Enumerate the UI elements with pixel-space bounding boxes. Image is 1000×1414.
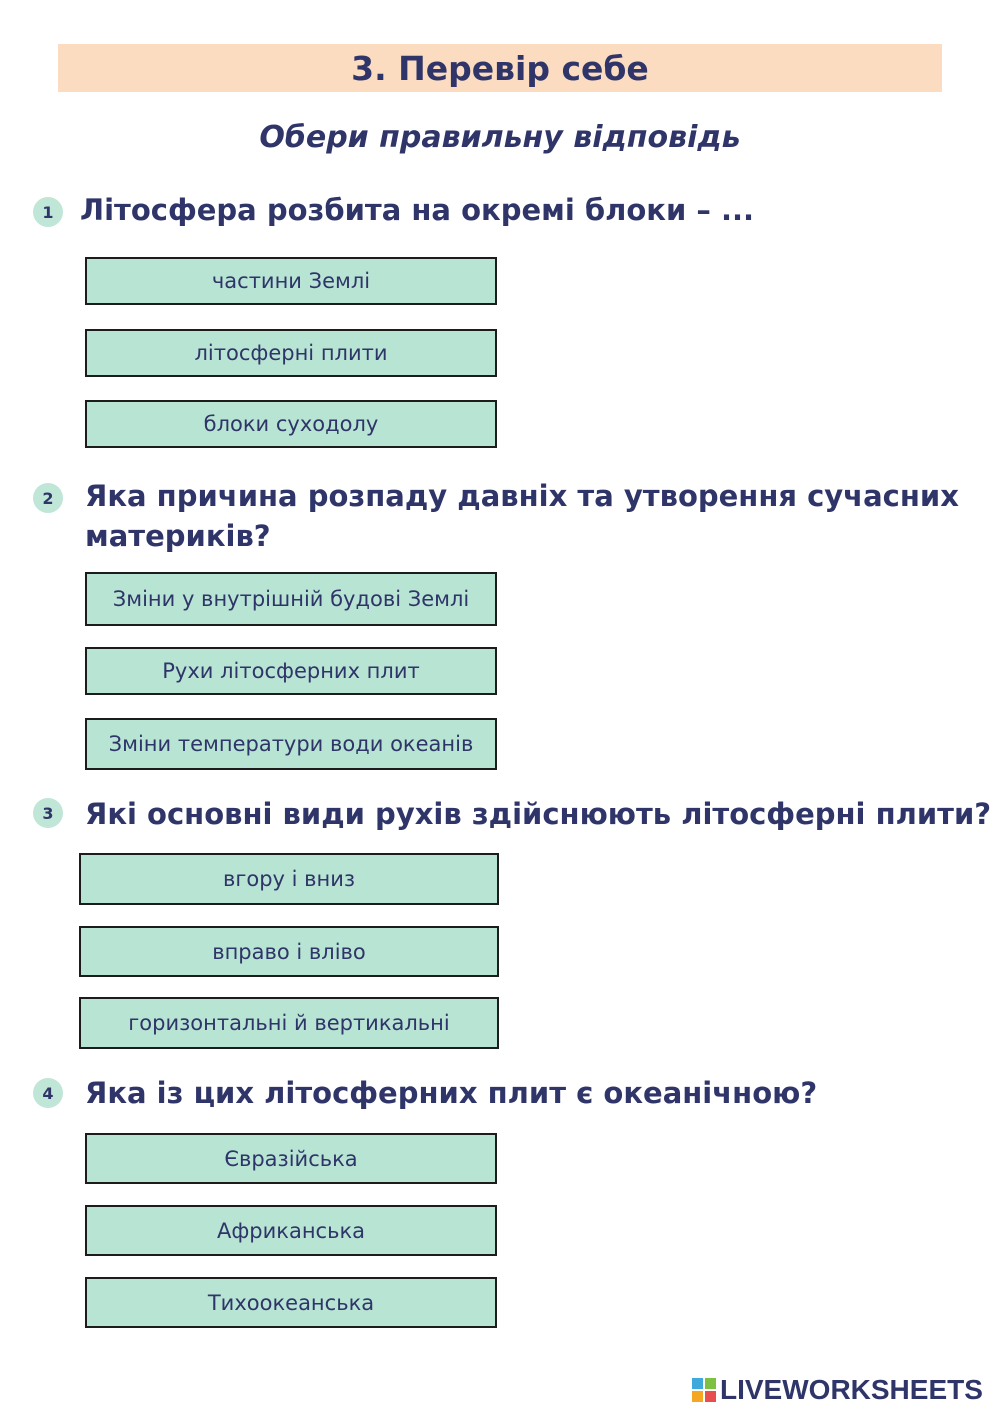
logo-text: LIVEWORKSHEETS [720, 1374, 983, 1405]
title-bar [58, 44, 942, 92]
page-subtitle: Обери правильну відповідь [259, 120, 741, 155]
answer-option[interactable]: вгору і вниз [79, 853, 499, 905]
answer-option[interactable]: частини Землі [85, 257, 497, 305]
answer-option[interactable]: Зміни температури води океанів [85, 718, 497, 770]
question-number-badge: 2 [33, 483, 63, 513]
question-text: Літосфера розбита на окремі блоки – ... [80, 193, 755, 227]
question-text-line: Яка причина розпаду давніх та утворення сучасних [85, 479, 959, 513]
question-number-badge: 3 [33, 798, 63, 828]
question-text [85, 476, 959, 556]
answer-option[interactable]: вправо і вліво [79, 926, 499, 977]
liveworksheets-logo-icon [692, 1378, 716, 1402]
answer-option[interactable]: Тихоокеанська [85, 1277, 497, 1328]
answer-option[interactable]: горизонтальні й вертикальні [79, 997, 499, 1049]
question-number-badge: 4 [33, 1078, 63, 1108]
answer-option[interactable]: блоки суходолу [85, 400, 497, 448]
page-title: 3. Перевір себе [351, 48, 649, 88]
answer-option[interactable]: Африканська [85, 1205, 497, 1256]
question-text: Яка із цих літосферних плит є океанічною? [85, 1076, 818, 1110]
question-text: Які основні види рухів здійснюють літосферні плити? [85, 797, 992, 831]
answer-option[interactable]: літосферні плити [85, 329, 497, 377]
question-number-badge: 1 [33, 197, 63, 227]
answer-option[interactable]: Зміни у внутрішній будові Землі [85, 572, 497, 626]
answer-option[interactable]: Євразійська [85, 1133, 497, 1184]
answer-option[interactable]: Рухи літосферних плит [85, 647, 497, 695]
question-text-line: материків? [85, 519, 271, 553]
liveworksheets-logo[interactable] [692, 1373, 983, 1407]
